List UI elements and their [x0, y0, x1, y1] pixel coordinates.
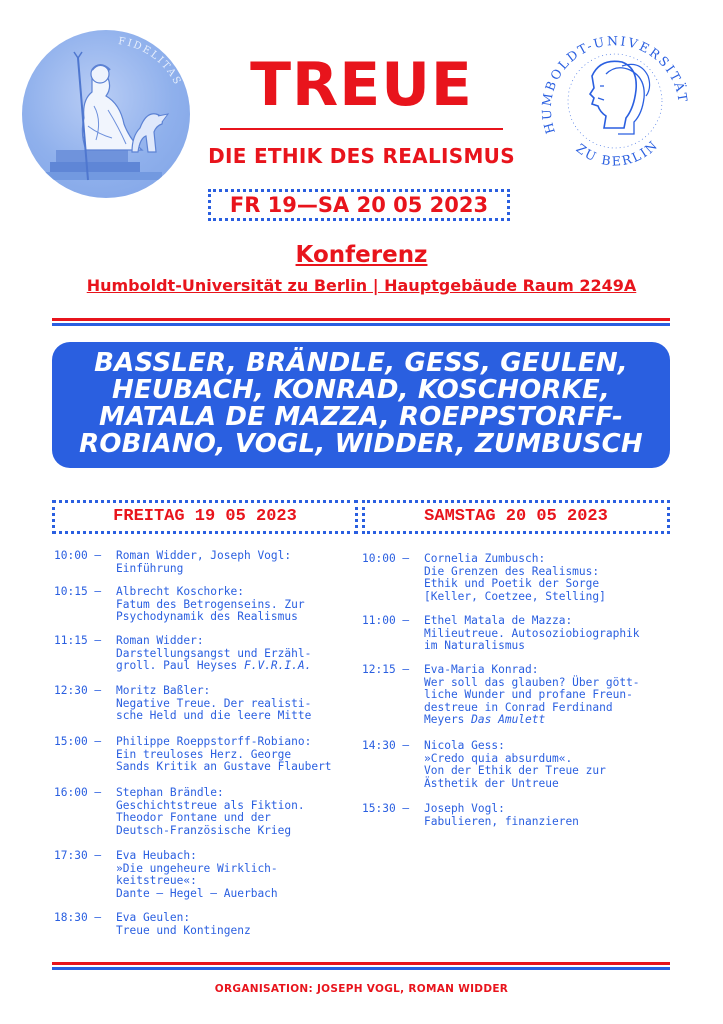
entry-time: 12:30 —: [54, 684, 102, 697]
entry-title-line: »Die ungeheure Wirklich-: [116, 861, 278, 875]
entry-speaker: Philippe Roeppstorff-Robiano:: [116, 735, 312, 748]
speakers-panel: [52, 342, 670, 468]
entry-title-line: Darstellungsangst und Erzähl-: [116, 646, 312, 660]
entry-title-line: Fatum des Betrogenseins. Zur: [116, 597, 305, 611]
entry-title-line: Psychodynamik des Realismus: [116, 610, 298, 624]
entry-time: 11:15 —: [54, 634, 102, 647]
entry-title-line: Meyers Das Amulett: [424, 713, 546, 727]
entry-speaker: Ethel Matala de Mazza:: [424, 614, 573, 627]
svg-text:ZU BERLIN: ZU BERLIN: [573, 136, 662, 169]
entry-time: 10:00 —: [362, 552, 410, 565]
entry-title-line: Die Grenzen des Realismus:: [424, 564, 600, 578]
speakers-list: [62, 350, 660, 458]
entry-text: [424, 803, 579, 828]
entry-text: [424, 553, 606, 603]
entry-title-line: Von der Ethik der Treue zur: [424, 764, 606, 778]
entry-time: 17:30 —: [54, 849, 102, 862]
friday-heading: FREITAG 19 05 2023: [52, 500, 358, 534]
entry-title-line: Negative Treue. Der realisti-: [116, 696, 312, 710]
entry-title-line: Dante – Hegel – Auerbach: [116, 886, 278, 900]
entry-title-line: Sands Kritik an Gustave Flaubert: [116, 760, 332, 774]
entry-text: [116, 787, 305, 837]
bottom-divider: [52, 962, 670, 970]
entry-title-line: Ethik und Poetik der Sorge: [424, 577, 600, 591]
svg-text:HUMBOLDT-UNIVERSITÄT: HUMBOLDT-UNIVERSITÄT: [538, 33, 691, 136]
entry-text: [116, 586, 305, 624]
entry-title-line: Theodor Fontane und der: [116, 811, 271, 825]
entry-time: 11:00 —: [362, 614, 410, 627]
entry-time: 10:00 —: [54, 549, 102, 562]
conference-dates: FR 19—SA 20 05 2023: [208, 189, 510, 221]
entry-time: 15:00 —: [54, 735, 102, 748]
entry-speaker: Roman Widder, Joseph Vogl:: [116, 549, 292, 562]
entry-title-line: groll. Paul Heyses F.V.R.I.A.: [116, 659, 312, 673]
entry-text: [116, 635, 311, 673]
humboldt-profiles-icon: [530, 16, 700, 186]
entry-speaker: Eva Geulen:: [116, 911, 191, 924]
entry-title-line: sche Held und die leere Mitte: [116, 709, 312, 723]
speakers-line: MATALA DE MAZZA, ROEPPSTORFF-: [98, 402, 624, 432]
entry-time: 14:30 —: [362, 739, 410, 752]
entry-title-line: Einführung: [116, 561, 184, 575]
conference-label: Konferenz: [295, 242, 428, 268]
saturday-programme: [362, 553, 672, 853]
top-divider: [52, 318, 670, 326]
entry-time: 16:00 —: [54, 786, 102, 799]
entry-time: 10:15 —: [54, 585, 102, 598]
entry-text: [424, 615, 640, 653]
entry-time: 12:15 —: [362, 663, 410, 676]
entry-title-line: Geschichtstreue als Fiktion.: [116, 798, 305, 812]
entry-title-line: Wer soll das glauben? Über gött-: [424, 675, 640, 689]
entry-time: 15:30 —: [362, 802, 410, 815]
organisation-credit: ORGANISATION: JOSEPH VOGL, ROMAN WIDDER: [214, 983, 509, 995]
entry-text: [116, 912, 251, 937]
entry-title-line: Deutsch-Französische Krieg: [116, 823, 292, 837]
entry-title-line: liche Wunder und profane Freun-: [424, 688, 633, 702]
fidelitas-figure-icon: [22, 30, 190, 198]
saturday-heading: SAMSTAG 20 05 2023: [362, 500, 670, 534]
entry-text: [116, 550, 291, 575]
entry-speaker: Eva Heubach:: [116, 849, 197, 862]
title-divider: [220, 128, 503, 130]
entry-title-line: Fabulieren, finanzieren: [424, 814, 579, 828]
entry-speaker: Joseph Vogl:: [424, 802, 505, 815]
entry-speaker: Cornelia Zumbusch:: [424, 552, 546, 565]
entry-title-line: keitstreue«:: [116, 874, 197, 888]
svg-text:FIDELITAS: FIDELITAS: [117, 35, 184, 88]
entry-text: [424, 740, 606, 790]
entry-title-line: Treue und Kontingenz: [116, 923, 251, 937]
entry-speaker: Stephan Brändle:: [116, 786, 224, 799]
page-title: TREUE: [250, 50, 473, 120]
entry-title-line: »Credo quia absurdum«.: [424, 751, 573, 765]
entry-speaker: Nicola Gess:: [424, 739, 505, 752]
entry-speaker: Roman Widder:: [116, 634, 204, 647]
entry-text: [116, 685, 311, 723]
friday-programme: [54, 550, 354, 950]
entry-work-title: F.V.R.I.A.: [243, 659, 312, 673]
fidelitas-seal-image: [22, 30, 190, 198]
entry-title-line: im Naturalismus: [424, 639, 526, 653]
entry-title-line: Ein treuloses Herz. George: [116, 747, 292, 761]
entry-text: [116, 736, 332, 774]
entry-speaker: Eva-Maria Konrad:: [424, 663, 539, 676]
entry-title-line: [Keller, Coetzee, Stelling]: [424, 589, 606, 603]
entry-text: [116, 850, 278, 900]
conference-venue: Humboldt-Universität zu Berlin | Hauptgebäude Raum 2249A: [86, 276, 637, 295]
entry-text: [424, 664, 640, 727]
entry-speaker: Albrecht Koschorke:: [116, 585, 244, 598]
entry-speaker: Moritz Baßler:: [116, 684, 211, 697]
entry-work-title: Das Amulett: [471, 713, 546, 727]
speakers-line: HEUBACH, KONRAD, KOSCHORKE,: [111, 375, 610, 405]
entry-time: 18:30 —: [54, 911, 102, 924]
humboldt-university-seal: [530, 16, 700, 186]
entry-title-line: destreue in Conrad Ferdinand: [424, 700, 613, 714]
page-subtitle: DIE ETHIK DES REALISMUS: [208, 144, 515, 168]
speakers-line: ROBIANO, VOGL, WIDDER, ZUMBUSCH: [79, 429, 643, 459]
speakers-line: BASSLER, BRÄNDLE, GESS, GEULEN,: [94, 348, 628, 378]
entry-title-line: Milieutreue. Autosoziobiographik: [424, 626, 640, 640]
entry-title-line: Ästhetik der Untreue: [424, 776, 559, 790]
